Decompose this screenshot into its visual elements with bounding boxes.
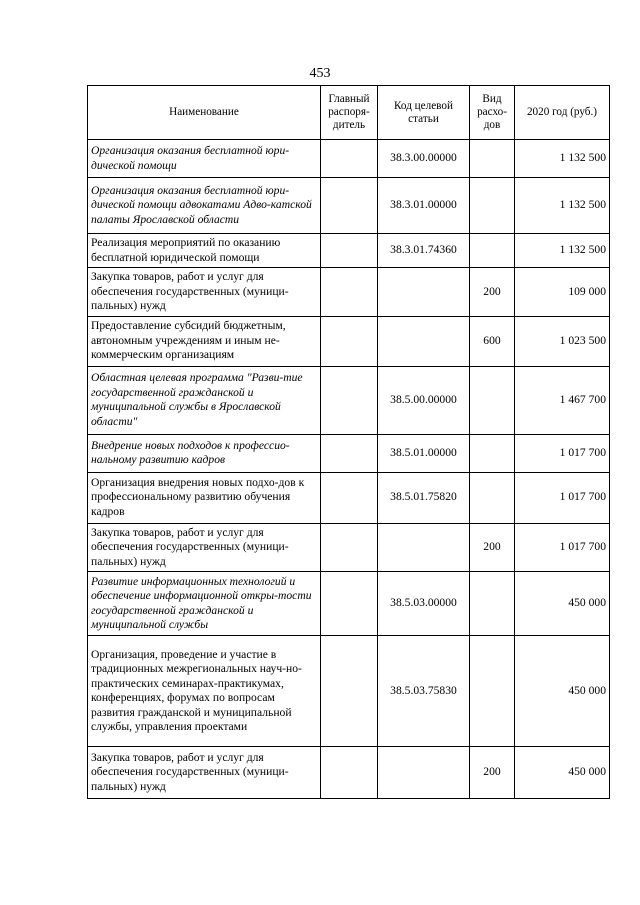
row-name: Организация оказания бесплатной юри-дической помощи адвокатами Адво-катской палаты Ярославской области <box>88 178 321 234</box>
row-code: 38.3.00.00000 <box>378 140 470 178</box>
table-row <box>88 636 610 747</box>
row-expense-type <box>470 140 515 178</box>
row-amount: 1 467 700 <box>515 366 610 434</box>
row-amount: 1 132 500 <box>515 178 610 234</box>
table-body <box>88 140 610 799</box>
table-row <box>88 268 610 317</box>
table-row <box>88 316 610 366</box>
row-expense-type <box>470 234 515 268</box>
row-name: Организация, проведение и участие в традиционных межрегиональных науч-но-практических семинарах-практикумах, конференциях, форумах по вопросам развития гражданской и муниципальной службы, управления проектами <box>88 636 321 747</box>
row-code: 38.5.03.75830 <box>378 636 470 747</box>
row-amount: 1 023 500 <box>515 316 610 366</box>
row-main-manager <box>321 747 378 799</box>
table-row <box>88 434 610 472</box>
row-expense-type: 200 <box>470 523 515 572</box>
row-main-manager <box>321 572 378 636</box>
row-code: 38.3.01.74360 <box>378 234 470 268</box>
row-expense-type <box>470 472 515 523</box>
row-amount: 450 000 <box>515 636 610 747</box>
row-name: Закупка товаров, работ и услуг для обеспечения государственных (муници-пальных) нужд <box>88 268 321 317</box>
row-code <box>378 268 470 317</box>
row-code <box>378 523 470 572</box>
row-code <box>378 316 470 366</box>
header-code: Код целевой статьи <box>378 86 470 140</box>
table-row <box>88 472 610 523</box>
row-expense-type <box>470 636 515 747</box>
row-expense-type: 200 <box>470 747 515 799</box>
row-main-manager <box>321 366 378 434</box>
row-main-manager <box>321 178 378 234</box>
row-amount: 450 000 <box>515 747 610 799</box>
row-name: Организация внедрения новых подхо-дов к профессиональному развитию обучения кадров <box>88 472 321 523</box>
row-code <box>378 747 470 799</box>
row-code: 38.5.00.00000 <box>378 366 470 434</box>
table-row <box>88 178 610 234</box>
header-name: Наименование <box>88 86 321 140</box>
table-row <box>88 140 610 178</box>
row-main-manager <box>321 140 378 178</box>
row-expense-type: 600 <box>470 316 515 366</box>
row-name: Организация оказания бесплатной юри-дической помощи <box>88 140 321 178</box>
header-main-manager: Главный распоря-дитель <box>321 86 378 140</box>
row-expense-type <box>470 434 515 472</box>
row-name: Областная целевая программа "Разви-тие государственной гражданской и муниципальной службы в Ярославской области" <box>88 366 321 434</box>
table-row <box>88 572 610 636</box>
row-expense-type <box>470 366 515 434</box>
row-name: Закупка товаров, работ и услуг для обеспечения государственных (муници-пальных) нужд <box>88 747 321 799</box>
row-name: Внедрение новых подходов к профессио-нальному развитию кадров <box>88 434 321 472</box>
row-amount: 1 132 500 <box>515 140 610 178</box>
table-row <box>88 366 610 434</box>
row-main-manager <box>321 523 378 572</box>
header-amount: 2020 год (руб.) <box>515 86 610 140</box>
row-main-manager <box>321 234 378 268</box>
table-row <box>88 523 610 572</box>
row-code: 38.5.01.00000 <box>378 434 470 472</box>
row-main-manager <box>321 434 378 472</box>
header-expense-type: Вид расхо-дов <box>470 86 515 140</box>
row-expense-type: 200 <box>470 268 515 317</box>
row-code: 38.5.03.00000 <box>378 572 470 636</box>
row-name: Закупка товаров, работ и услуг для обеспечения государственных (муници-пальных) нужд <box>88 523 321 572</box>
table-header-row <box>88 86 610 140</box>
row-name: Предоставление субсидий бюджетным, автономным учреждениям и иным не-коммерческим организациям <box>88 316 321 366</box>
row-name: Развитие информационных технологий и обеспечение информационной откры-тости государственной гражданской и муниципальной службы <box>88 572 321 636</box>
row-expense-type <box>470 178 515 234</box>
page-number: 453 <box>309 66 331 81</box>
row-amount: 1 017 700 <box>515 523 610 572</box>
row-main-manager <box>321 636 378 747</box>
row-main-manager <box>321 316 378 366</box>
row-code: 38.3.01.00000 <box>378 178 470 234</box>
row-amount: 1 017 700 <box>515 472 610 523</box>
budget-table <box>87 85 610 799</box>
row-amount: 450 000 <box>515 572 610 636</box>
table-row <box>88 747 610 799</box>
row-name: Реализация мероприятий по оказанию бесплатной юридической помощи <box>88 234 321 268</box>
table-row <box>88 234 610 268</box>
row-expense-type <box>470 572 515 636</box>
row-amount: 1 132 500 <box>515 234 610 268</box>
row-main-manager <box>321 472 378 523</box>
row-main-manager <box>321 268 378 317</box>
row-amount: 1 017 700 <box>515 434 610 472</box>
row-amount: 109 000 <box>515 268 610 317</box>
row-code: 38.5.01.75820 <box>378 472 470 523</box>
